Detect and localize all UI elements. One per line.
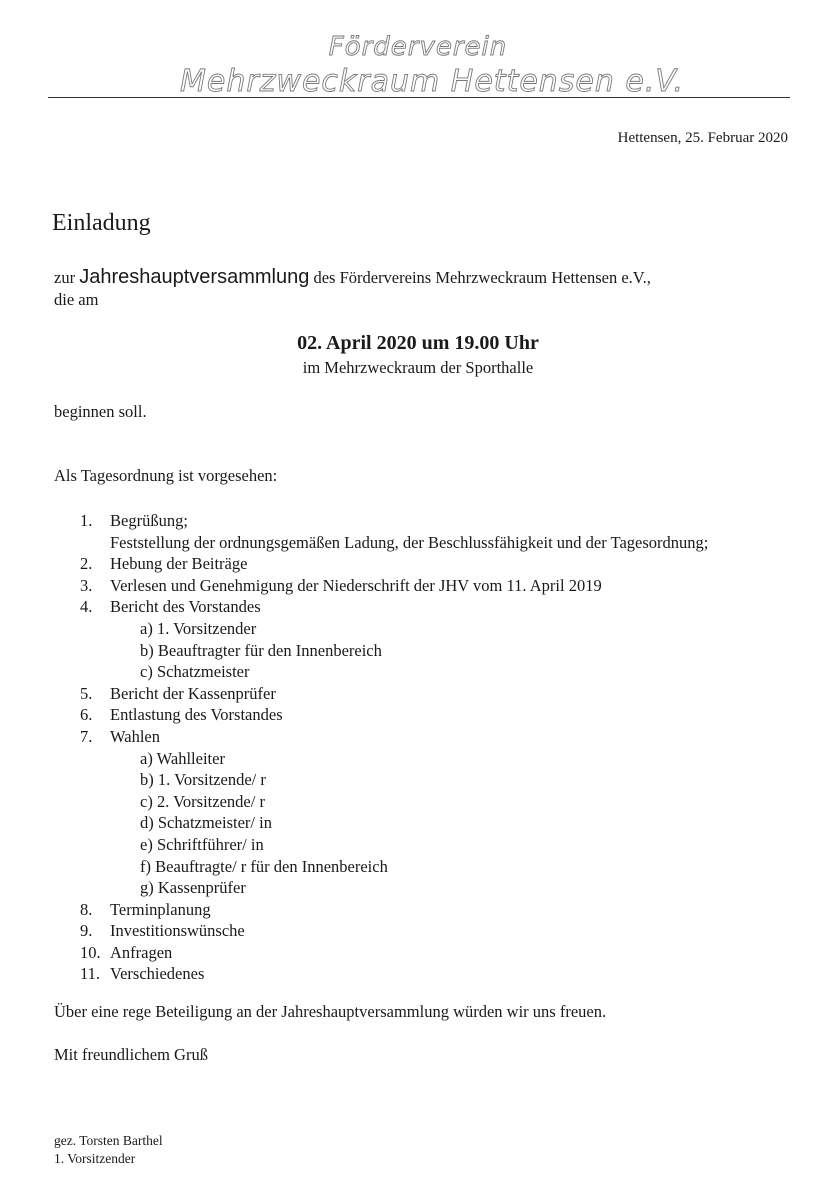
agenda-item-text: c) Schatzmeister [140, 662, 250, 682]
agenda-item [80, 856, 708, 878]
agenda-item [80, 683, 708, 705]
letterhead-title: Förderverein [328, 32, 508, 62]
agenda-item-number: 7. [80, 726, 93, 746]
agenda-item-text: b) Beauftragter für den Innenbereich [140, 640, 382, 660]
intro-line-2: die am [54, 290, 99, 309]
agenda-item-text: Verlesen und Genehmigung der Niederschrift der JHV vom 11. April 2019 [110, 575, 602, 595]
agenda-item [80, 640, 708, 662]
agenda-item-text: Anfragen [110, 942, 173, 962]
agenda-item-text: a) Wahlleiter [140, 748, 225, 768]
event-venue: im Mehrzweckraum der Sporthalle [302, 358, 534, 377]
agenda-item [80, 704, 708, 726]
agenda-item [80, 812, 708, 834]
agenda-item-text: Bericht des Vorstandes [110, 597, 261, 617]
agenda-item [80, 532, 708, 554]
document-title: Einladung [52, 210, 151, 236]
agenda-item [80, 575, 708, 597]
agenda-item [80, 510, 708, 532]
agenda-item-number: 6. [80, 705, 93, 725]
agenda-item-number: 8. [80, 899, 93, 919]
agenda-item-text: e) Schriftführer/ in [140, 834, 264, 854]
greeting: Mit freundlichem Gruß [54, 1045, 208, 1064]
agenda-item [80, 553, 708, 575]
agenda-item [80, 769, 708, 791]
agenda-item-number: 5. [80, 683, 93, 703]
agenda-item-number: 3. [80, 575, 93, 595]
agenda-item-number: 11. [80, 964, 101, 984]
closing-text: Über eine rege Beteiligung an der Jahreshauptversammlung würden wir uns freuen. [54, 1002, 607, 1021]
agenda-intro: Als Tagesordnung ist vorgesehen: [54, 466, 278, 485]
agenda-item [80, 596, 708, 618]
agenda-item [80, 618, 708, 640]
agenda-list [80, 510, 708, 985]
agenda-item-text: d) Schatzmeister/ in [140, 813, 272, 833]
intro-pre: zur [54, 268, 80, 287]
agenda-item-text: Investitionswünsche [110, 921, 245, 941]
agenda-item-text: Begrüßung; [110, 511, 188, 530]
agenda-item [80, 942, 708, 964]
agenda-item-text: Feststellung der ordnungsgemäßen Ladung, der Beschlussfähigkeit und der Tagesordnung; [110, 532, 709, 552]
begin-text: beginnen soll. [54, 402, 147, 421]
letterhead-divider [48, 97, 790, 98]
agenda-item-number: 10. [80, 942, 101, 962]
agenda-item-number: 9. [80, 921, 93, 941]
agenda-item-text: c) 2. Vorsitzende/ r [140, 791, 265, 811]
agenda-item-text: Bericht der Kassenprüfer [110, 683, 276, 703]
agenda-item [80, 920, 708, 942]
agenda-item [80, 748, 708, 770]
agenda-item-text: Hebung der Beiträge [110, 554, 248, 574]
agenda-item [80, 963, 708, 985]
agenda-item-text: b) 1. Vorsitzende/ r [140, 770, 266, 790]
agenda-item-number: 4. [80, 597, 93, 617]
signature-name: gez. Torsten Barthel [54, 1133, 163, 1148]
agenda-item-text: Wahlen [110, 726, 160, 746]
intro-post: des Fördervereins Mehrzweckraum Hettensen e.V., [309, 268, 651, 287]
agenda-item [80, 661, 708, 683]
agenda-item [80, 791, 708, 813]
agenda-item-number: 2. [80, 554, 93, 574]
intro-highlight: Jahreshauptversammlung [79, 266, 310, 288]
agenda-item [80, 877, 708, 899]
agenda-item-text: g) Kassenprüfer [140, 878, 246, 898]
agenda-item-text: Entlastung des Vorstandes [110, 705, 283, 725]
agenda-item-number: 1. [80, 511, 93, 530]
letterhead-subtitle: Mehrzweckraum Hettensen e.V. [180, 64, 685, 99]
agenda-item [80, 834, 708, 856]
date-line: Hettensen, 25. Februar 2020 [617, 130, 788, 146]
event-datetime: 02. April 2020 um 19.00 Uhr [297, 332, 539, 354]
agenda-item-text: Terminplanung [110, 899, 211, 919]
intro-line [54, 266, 651, 289]
agenda-item-text: Verschiedenes [110, 964, 205, 984]
signature-role: 1. Vorsitzender [54, 1151, 136, 1166]
agenda-item-text: a) 1. Vorsitzender [140, 618, 257, 638]
agenda-item [80, 726, 708, 748]
agenda-item [80, 899, 708, 921]
agenda-item-text: f) Beauftragte/ r für den Innenbereich [140, 856, 388, 876]
